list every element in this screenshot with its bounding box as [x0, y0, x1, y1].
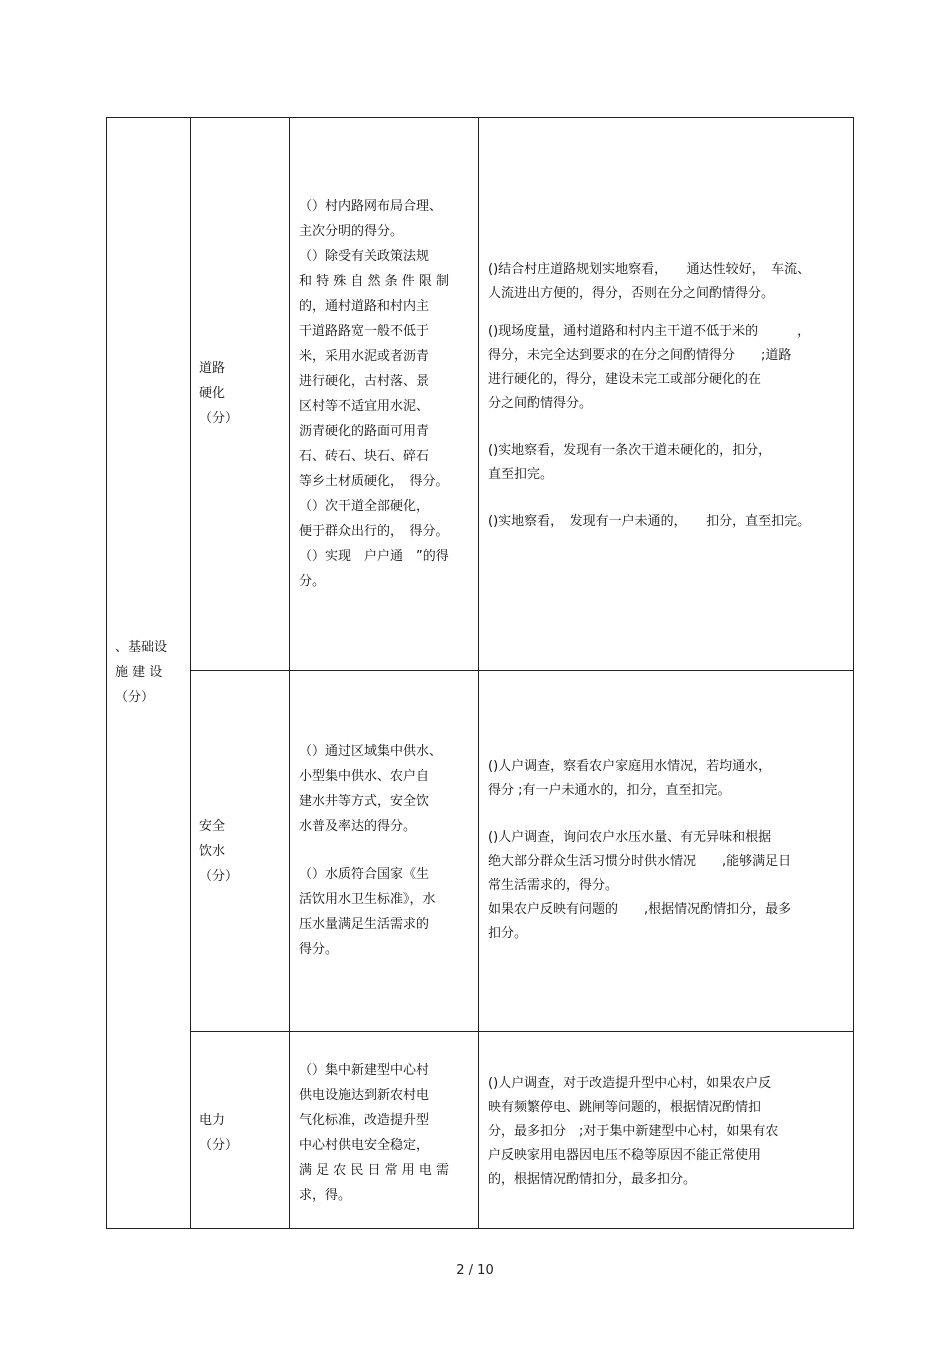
criteria-line: （）水质符合国家《生: [299, 867, 430, 882]
criteria-line: 压水量满足生活需求的: [299, 917, 430, 932]
criteria-water: [299, 739, 473, 962]
scoring-line: 分，最多扣分 ;对于集中新建型中心村，如果有农: [488, 1124, 779, 1139]
category-cell: [115, 635, 193, 710]
criteria-power: [299, 1058, 473, 1208]
scoring-line: 如果农户反映有问题的 ,根据情况酌情扣分，最多: [488, 902, 792, 917]
scoring-line: 绝大部分群众生活习惯分时供水情况 ,能够满足日: [488, 854, 792, 869]
criteria-line: 干道路路宽一般不低于: [299, 324, 430, 339]
criteria-line: 满 足 农 民 日 常 用 电 需: [299, 1163, 450, 1178]
scoring-line: 得分 ;有一户未通水的，扣分，直至扣完。: [488, 783, 731, 798]
scoring-line: ()现场度量，通村道路和村内主干道不低于米的 ，: [488, 324, 811, 339]
criteria-line: 便于群众出行的， 得分。: [299, 524, 449, 539]
criteria-line: 分。: [299, 574, 326, 589]
criteria-line: 水普及率达的得分。: [299, 819, 417, 834]
criteria-line: 小型集中供水、农户自: [299, 769, 430, 784]
criteria-line: 等乡土材质硬化， 得分。: [299, 474, 449, 489]
criteria-line: 米，采用水泥或者沥青: [299, 349, 430, 364]
scoring-line: 常生活需求的，得分。: [488, 878, 619, 893]
scoring-power: [488, 1072, 844, 1192]
column-divider: [289, 118, 290, 1228]
criteria-line: 求，得。: [299, 1188, 352, 1203]
scoring-line: 直至扣完。: [488, 467, 554, 482]
scoring-line: ()人户调查，察看农户家庭用水情况，若均通水，: [488, 759, 772, 774]
subcategory-line: 电力: [199, 1113, 226, 1128]
category-line: （分）: [115, 690, 155, 705]
subcategory-water: [199, 814, 289, 889]
scoring-table: [106, 117, 854, 1229]
criteria-line: 得分。: [299, 942, 339, 957]
column-divider: [478, 118, 479, 1228]
category-line: 施 建 设: [115, 665, 163, 680]
criteria-line: 活饮用水卫生标准》，水: [299, 892, 436, 907]
criteria-line: 中心村供电安全稳定，: [299, 1138, 430, 1153]
subcategory-line: （分）: [199, 1138, 239, 1153]
scoring-line: 人流进出方便的，得分，否则在分之间酌情得分。: [488, 286, 775, 301]
scoring-line: 映有频繁停电、跳闸等问题的，根据情况酌情扣: [488, 1100, 762, 1115]
scoring-line: 进行硬化的，得分，建设未完工或部分硬化的在: [488, 372, 762, 387]
criteria-line: 区村等不适宜用水泥、: [299, 399, 430, 414]
subcategory-line: 安全: [199, 819, 226, 834]
scoring-line: 分之间酌情得分。: [488, 396, 593, 411]
criteria-line: 的，通村道路和村内主: [299, 299, 430, 314]
criteria-line: 石、砖石、块石、碎石: [299, 449, 430, 464]
scoring-line: 的，根据情况酌情扣分，最多扣分。: [488, 1172, 697, 1187]
scoring-water: [488, 755, 844, 946]
subcategory-line: （分）: [199, 411, 239, 426]
scoring-road: [488, 258, 844, 534]
criteria-line: （）实现 户户通 ”的得: [299, 549, 449, 564]
criteria-line: （）集中新建型中心村: [299, 1063, 430, 1078]
category-line: 、基础设: [115, 640, 168, 655]
scoring-line: 户反映家用电器因电压不稳等原因不能正常使用: [488, 1148, 762, 1163]
row-divider: [190, 670, 853, 671]
page-number: 2 / 10: [456, 1263, 494, 1278]
subcategory-road: [199, 356, 289, 431]
subcategory-line: 道路: [199, 361, 226, 376]
scoring-line: 得分，未完全达到要求的在分之间酌情得分 ;道路: [488, 348, 792, 363]
criteria-line: 和 特 殊 自 然 条 件 限 制: [299, 274, 450, 289]
subcategory-line: （分）: [199, 869, 239, 884]
criteria-line: （）村内路网布局合理、: [299, 199, 443, 214]
subcategory-line: 饮水: [199, 844, 226, 859]
subcategory-line: 硬化: [199, 386, 226, 401]
criteria-line: （）通过区域集中供水、: [299, 744, 443, 759]
scoring-line: ()实地察看， 发现有一户未通的， 扣分，直至扣完。: [488, 514, 811, 529]
criteria-line: 建水井等方式，安全饮: [299, 794, 430, 809]
scoring-line: ()人户调查，对于改造提升型中心村，如果农户反: [488, 1076, 772, 1091]
scoring-line: ()实地察看，发现有一条次干道未硬化的，扣分，: [488, 443, 772, 458]
criteria-line: 主次分明的得分。: [299, 224, 404, 239]
criteria-line: 供电设施达到新农村电: [299, 1088, 430, 1103]
scoring-line: ()结合村庄道路规划实地察看， 通达性较好， 车流、: [488, 262, 811, 277]
scoring-line: ()人户调查，询问农户水压水量、有无异味和根据: [488, 830, 772, 845]
criteria-line: 进行硬化，古村落、景: [299, 374, 430, 389]
criteria-line: （）除受有关政策法规: [299, 249, 430, 264]
criteria-line: 沥青硬化的路面可用青: [299, 424, 430, 439]
criteria-line: （）次干道全部硬化，: [299, 499, 430, 514]
subcategory-power: [199, 1108, 289, 1158]
row-divider: [190, 1031, 853, 1032]
scoring-line: 扣分。: [488, 926, 528, 941]
criteria-line: 气化标准，改造提升型: [299, 1113, 430, 1128]
criteria-road: [299, 194, 473, 594]
